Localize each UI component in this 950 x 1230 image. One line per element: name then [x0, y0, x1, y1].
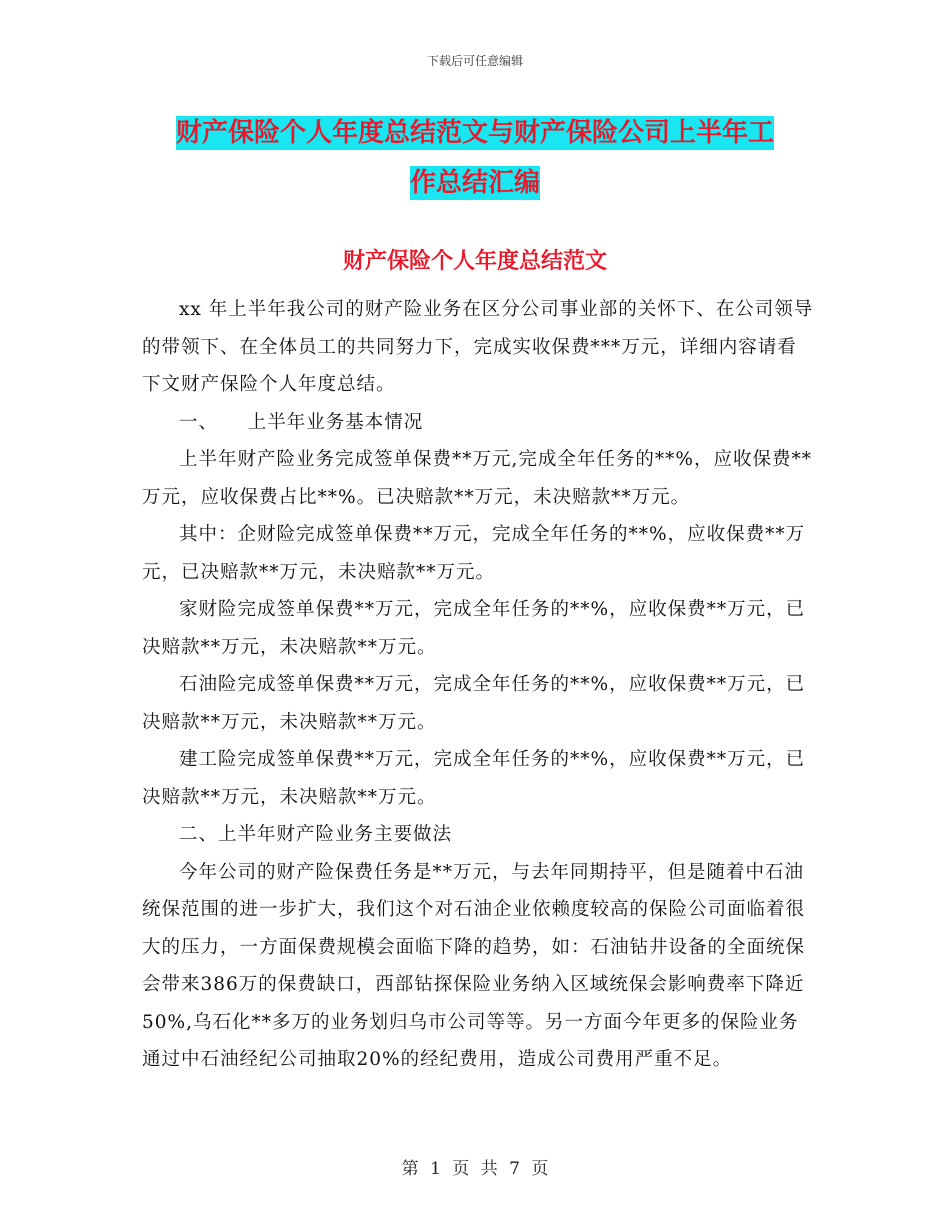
paragraph: 石油险完成签单保费**万元，完成全年任务的**%，应收保费**万元，已决赔款**万元，未决赔款**万元。 — [142, 674, 806, 733]
section-title: 财产保险个人年度总结范文 — [342, 249, 607, 274]
subheading-1: 一、 上半年业务基本情况 — [179, 411, 424, 433]
paragraph: 上半年财产险业务完成签单保费**万元,完成全年任务的**%，应收保费**万元，应收保费占比**%。已决赔款**万元，未决赔款**万元。 — [142, 449, 812, 508]
subheading-2: 二、上半年财产险业务主要做法 — [179, 824, 453, 845]
paragraph: 家财险完成签单保费**万元，完成全年任务的**%，应收保费**万元，已决赔款**万元，未决赔款**万元。 — [142, 599, 806, 658]
header-note: 下载后可任意编辑 — [426, 54, 523, 68]
page-footer: 第 1 页 共 7 页 — [401, 1159, 549, 1179]
document-body — [142, 291, 814, 1079]
main-title-line-1: 财产保险个人年度总结范文与财产保险公司上半年工 — [175, 118, 774, 148]
paragraph: 建工险完成签单保费**万元，完成全年任务的**%，应收保费**万元，已决赔款**万元，未决赔款**万元。 — [142, 749, 806, 808]
main-title-line-2: 作总结汇编 — [409, 168, 540, 198]
paragraph: 今年公司的财产险保费任务是**万元，与去年同期持平，但是随着中石油统保范围的进一步扩大，我们这个对石油企业依赖度较高的保险公司面临着很大的压力，一方面保费规模会面临下降的趋势，如：石油钻井设备的全面统保会带来386万的保费缺口，西部钻探保险业务纳入区域统保会影响费率下降近50%,乌石化**多万的业务划归乌市公司等等。另一方面今年更多的保险业务通过中石油经纪公司抽取20%的经纪费用，造成公司费用严重不足。 — [142, 861, 806, 1070]
paragraph: xx 年上半年我公司的财产险业务在区分公司事业部的关怀下、在公司领导的带领下、在全体员工的共同努力下，完成实收保费***万元，详细内容请看下文财产保险个人年度总结。 — [142, 299, 814, 395]
paragraph: 其中：企财险完成签单保费**万元，完成全年任务的**%，应收保费**万元，已决赔款**万元，未决赔款**万元。 — [142, 524, 806, 583]
main-title — [140, 108, 810, 208]
